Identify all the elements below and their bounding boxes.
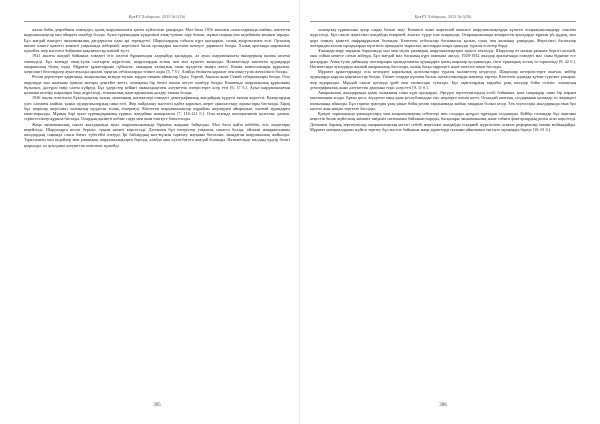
paragraph: Жаңа экономикалық саясат жылдарында ауыл шаруашылығында біршама жандану байқалды. Мал басы қайта көбейіп, егіс алқаптары кеңейтілді. Шаруаларға несие беріліп, тұқым көмегі көрсетілді. Дегенмен бұл өзгерістер уақытша сипатта болды, өйткені жиырмасыншы жылдардың соңында саяси бағыт түбегейлі өзгерді. Ірі байлардың мал-мүлкін тәркілеу науқаны басталып, мыңдаған шаруашылық жойылды. Тәркіленген мал кедейлер мен ұжымдық шаруашылықтарға берілді, алайда оны күтіп-бағуға жағдай болмады. Нәтижесінде малдың едәуір бөлігі қырылды, ал ауылдағы әлеуметтік шиеленіс күшейді. xyxy=(24,121,290,148)
paragraph: Мұрағат құжаттарында осы кезеңдегі наразылық қозғалыстары туралы мәліметтер кездеседі. Шаруалар көтерілістерге шығып, кейбір аудандарда қарулы қақтығыстар болды. Үкімет оларды күшпен басып, қатысушыларды жауапқа тартты. Көптеген адамдар қуғын-сүргінге ұшырап, жер аударылды. Мұндай саясат қоғамда үрей мен сенімсіздік туғызды. Бұл оқиғалардың зардабы ұзақ жылдар бойы сезіліп, халықтың демографиялық және әлеуметтік дамуына теріс әсер етті [9, 11 б.]. xyxy=(310,69,576,90)
page-body xyxy=(24,27,290,393)
paragraph: Қазіргі тарихнамада ұжымдастыру мен ашаршылықтың себептері мен салдары әртүрлі тұрғыдан талданады. Кейбір ғалымдар бұл оқиғаны кеңестік билік жүйесінің әкімшіл-әміршіл сипатымен байланыстырады, басқалары экономикалық және табиғи факторлардың рөлін атап көрсетеді. Дегенмен барлық зерттеушілер ашаршылықтың негізгі себебі жергілікті жағдайды ескермей жүргізілген асығыс реформалар екенін мойындайды. Мұрағат материалдарын жүйелі зерттеу бұл мәселе бойынша жаңа деректерді ғылыми айналымға енгізуге мүмкіндік береді [10, 61 б.]. xyxy=(310,111,576,132)
running-header: ҚазҰУ Хабаршы. 2015 №1(56) xyxy=(128,14,186,19)
page-number: 395 xyxy=(153,403,161,408)
page-number: 396 xyxy=(439,403,447,408)
paragraph: Ашаршылық жылдарында қазақ халқының саны күрт қысқарды. Әртүрлі зерттеушілердің есебі бойынша, қаза тапқандар саны бір жарым миллионнан асады. Бұған қоса, жүздеген мың адам республикадан тыс жерлерге көшіп кетті. Осындай апаттың салдарынан қазақтар өз жеріндегі азшылыққа айналды. Бұл тарихи трагедия ұзақ уақыт бойы ресми тарихнамада жабық тақырып болып келді. Тек тәуелсіздік жылдарында ғана бұл мәселе жан-жақты зерттеле бастады. xyxy=(310,90,576,111)
paragraph: Ресми деректерге қарағанда, ашаршылық кезінде ең көп зардап шеккен аймақтар Орал, Торғай, Ақмола және Семей губерниялары болды. Осы өңірлерде мал шығыны ерекше жоғары деңгейге жетті, халықтың бір бөлігі көшіп кетуге мәжбүр болды. Көшпенді шаруашылық құрылымы бұзылып, дәстүрлі өмір салты күйреді. Бұл үдерістер кейінгі онжылдықтағы әлеуметтік өзгерістерге әсер етті [6, 17 б.]. Ауыл шаруашылығын қалпына келтіру шаралары баяу жүргізілді, техникалық және қаржылық қолдау тапшы болды. xyxy=(24,74,290,95)
paragraph: 1921 жылғы жағдай бойынша өлкедегі егіс көлемі бұрынғыдан әлдеқайда қысқарды, ал ауыл шаруашылығы өнімдерінің жалпы көлемі төмендеді. Бұл кезеңде азық-түлік салғырты жүргізіліп, шаруалардан астық пен мал күштеп жиналды. Нәтижесінде көптеген аудандарда ашаршылық белең алды. Мұрағат құжаттарына сүйенсек, ашыққан халықтың саны жүздеген мыңға жетті. Көмек комиссиялары құрылып, жергілікті белсенділер ауыл-ауылды аралап, мұқтаж отбасыларды тізімге алды [5, 7 б.]. Алайда бөлінген қаражат пен азық-түлік жеткіліксіз болды. xyxy=(24,53,290,74)
paragraph: жылы бойы деңгейінен төмендеп, қазақ шаруашылығы қатты күйзеліске ұшырады. Мал басы 1916 жылмен салыстырғанда азайып, көптеген шаруашылықтар мал айыруға мәжбүр болды. Ауыл тұрғындары күнделікті азық-түлікке зәру болып, жұмыссыздық пен кедейшілік кеңінен тарады. Бұл жағдай өлкедегі экономикалық дағдарысты одан әрі тереңдетті. Шаруалардың табысы күрт қысқарып, салық ауыртпалығы өсті. Орталық өкімет өлкеге қажетті көмекті уақытында жібермей, жергілікті билік органдары мәселені шешуге дәрменсіз болды. Халық арасында наразылық күшейіп, жер мәселесі бойынша қақтығыстар жиілей түсті. xyxy=(24,27,290,53)
running-header: ҚазҰУ Хабаршы. 2015 №1(56) xyxy=(414,14,472,19)
paragraph: 1926 жылы өткізілген Бүкілодақтық халық санағының нәтижелері өлкедегі демографиялық жағдайдың күрделі екенін көрсетті. Қазақтардың үлес салмағы азайып, қоныс аударушылардың саны өсті. Жер пайдалану мәселесі қайта қаралып, жерге орналастыру жұмыстары басталды. Бірақ бұл шаралар жергілікті халықтың мүддесін толық ескермеді. Көптеген шаруашылықтар шұрайлы жерлерден айырылып, шалғай аудандарға ығыстырылды. Мұның бәрі ауыл тұрғындарының тұрмыс жағдайын нашарлатты [7, 116-121 б.]. Осы кезеңде кооперативтік қозғалыс дамып, серіктестіктер құрыла бастады. Олардың қызметі көбіне сауда мен өнім өткізуге бағытталды. xyxy=(24,95,290,122)
right-page xyxy=(310,14,576,410)
paragraph: Ұжымдастыру науқаны барысында мал мен мүлік ұжымдық шаруашылықтарға еріксіз өткізілді. Шаруалар өз малын ұжымға бергісі келмей, оны сойып немесе сатып жіберді. Бұл жағдай мал басының күрт азаюына әкелді. 1928-1932 жылдар аралығында өлкедегі мал саны бірнеше есе қысқарды. Азық-түлік дайындау жоспарлары орындалмаған аудандарға қатаң шаралар қолданылды, тіпті тұқымдық астық та тәркіленді [8, 42 б.]. Нәтижесінде ауылдарда жаппай ашаршылық басталды, халық басқа өңірлерге және шетелге көше бастады. xyxy=(310,48,576,69)
paragraph: халықтың тұрмысына ауыр соққы болып тиді. Көшпелі және жартылай көшпелі шаруашылықтарды күштеп отырықшыландыру саясаты жүргізілді. Бұл саясат жергілікті жағдайды ескермей, асығыс түрде іске асырылды. Отырықшылыққа көшірілген ауылдарда тұрғын үй, құдық, мал қора сияқты қажетті инфрақұрылым болмады. Көптеген отбасылар баспанасыз қалып, суық пен аштыққа ұшырады. Жергілікті басшылар жоғарыдан келген нұсқауларды мүлтіксіз орындауға тырысып, жоспарды асыра орындау туралы есептер берді. xyxy=(310,27,576,48)
left-page xyxy=(24,14,290,410)
header-divider xyxy=(310,21,576,22)
page-gutter xyxy=(299,0,300,424)
header-divider xyxy=(24,21,290,22)
page-body xyxy=(310,27,576,393)
